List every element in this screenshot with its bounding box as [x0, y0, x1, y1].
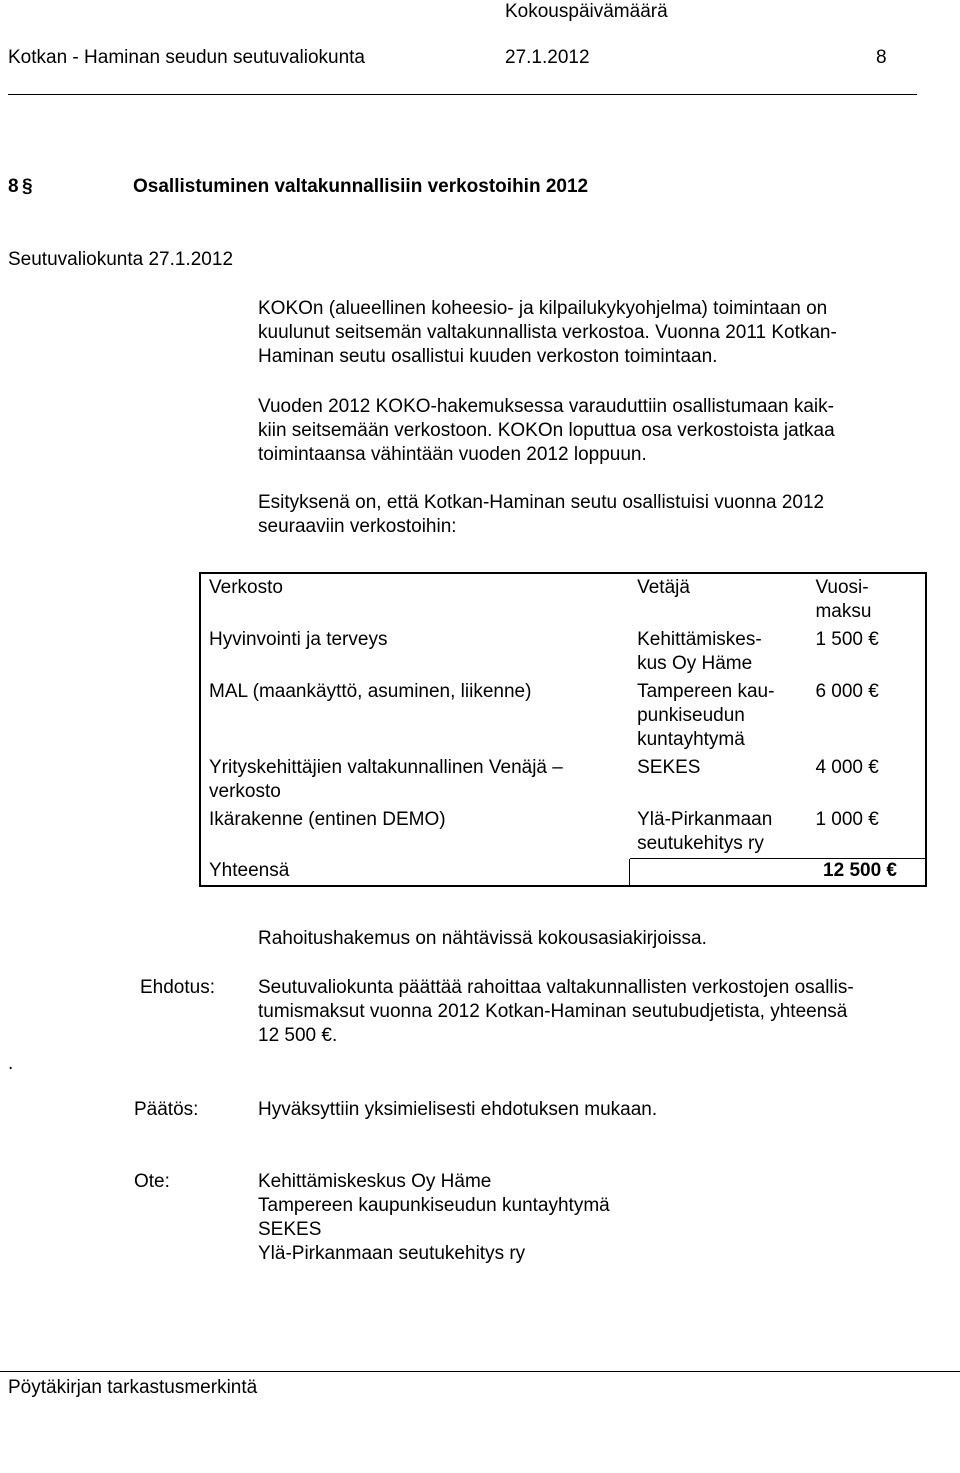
- table-header-fee: Vuosi- maksu: [815, 577, 872, 622]
- table-row: [200, 754, 926, 806]
- excerpt-recipient: Kehittämiskeskus Oy Häme: [258, 1171, 492, 1192]
- paragraph-line: Haminan seutu osallistui kuuden verkoston toimintaan.: [258, 346, 718, 367]
- table-cell-network: Yrityskehittäjien valtakunnallinen Venäjä – verkosto: [209, 757, 563, 802]
- paragraph-line: kuulunut seitsemän valtakunnallista verkostoa. Vuonna 2011 Kotkan-: [258, 322, 837, 343]
- proposal-line: 12 500 €.: [258, 1025, 338, 1046]
- footer-divider: [0, 1371, 960, 1372]
- footer-text: Pöytäkirjan tarkastusmerkintä: [8, 1377, 258, 1398]
- header-date-label: Kokouspäivämäärä: [505, 1, 668, 22]
- table-cell-fee: 1 000 €: [815, 809, 879, 830]
- paragraph-2: [258, 395, 918, 467]
- table-cell-network: Ikärakenne (entinen DEMO): [209, 809, 446, 830]
- table-row: [200, 626, 926, 678]
- header-divider: [8, 94, 917, 95]
- table-cell-leader: Tampereen kau- punkiseudun kuntayhtymä: [637, 681, 775, 750]
- table-cell-leader: Ylä-Pirkanmaan seutukehitys ry: [637, 809, 773, 854]
- header-page-number: 8: [876, 47, 887, 68]
- paragraph-line: toimintaansa vähintään vuoden 2012 loppuun.: [258, 444, 647, 465]
- table-cell-leader: Kehittämiskes- kus Oy Häme: [637, 629, 762, 674]
- table-cell-fee: 4 000 €: [815, 757, 879, 778]
- proposal-line: Seutuvaliokunta päättää rahoittaa valtakunnallisten verkostojen osallis-: [258, 977, 854, 998]
- paragraph-line: KOKOn (alueellinen koheesio- ja kilpailukykyohjelma) toimintaan on: [258, 298, 828, 319]
- paragraph-line: Esityksenä on, että Kotkan-Haminan seutu osallistuisi vuonna 2012: [258, 492, 825, 513]
- proposal-line: tumismaksut vuonna 2012 Kotkan-Haminan seutubudjetista, yhteensä: [258, 1001, 848, 1022]
- paragraph-line: Vuoden 2012 KOKO-hakemuksessa varauduttiin osallistumaan kaik-: [258, 396, 834, 417]
- meeting-reference: Seutuvaliokunta 27.1.2012: [8, 249, 234, 270]
- header-organization: Kotkan - Haminan seudun seutuvaliokunta: [8, 47, 366, 68]
- table-cell-fee: 1 500 €: [815, 629, 879, 650]
- paragraph-3: [258, 491, 918, 539]
- paragraph-line: seuraaviin verkostoihin:: [258, 516, 457, 537]
- proposal-text: [258, 976, 918, 1048]
- table-row: [200, 806, 926, 859]
- proposal-label: Ehdotus:: [140, 977, 215, 998]
- section-sign: §: [22, 176, 33, 197]
- excerpt-label: Ote:: [134, 1171, 170, 1192]
- table-total-value: [629, 859, 926, 887]
- table-header-network: Verkosto: [209, 577, 283, 598]
- decision-text: Hyväksyttiin yksimielisesti ehdotuksen mukaan.: [258, 1099, 658, 1120]
- section-number: 8: [8, 176, 19, 197]
- header-date: 27.1.2012: [505, 47, 590, 68]
- table-total-label: Yhteensä: [200, 859, 629, 887]
- table-cell-network: MAL (maankäyttö, asuminen, liikenne): [209, 681, 532, 702]
- excerpt-recipient: SEKES: [258, 1219, 322, 1240]
- table-header-row: [200, 573, 926, 626]
- paragraph-line: kiin seitsemään verkostoon. KOKOn loputtua osa verkostoista jatkaa: [258, 420, 835, 441]
- excerpt-recipients: [258, 1170, 918, 1266]
- table-cell-fee: 6 000 €: [815, 681, 879, 702]
- table-total-amount: 12 500 €: [823, 860, 897, 881]
- table-total-row: [200, 859, 926, 887]
- section-title: Osallistuminen valtakunnallisiin verkostoihin 2012: [133, 176, 589, 197]
- paragraph-1: [258, 297, 918, 369]
- table-row: [200, 678, 926, 754]
- decision-label: Päätös:: [134, 1099, 199, 1120]
- table-cell-network: Hyvinvointi ja terveys: [209, 629, 388, 650]
- networks-table: [199, 572, 927, 887]
- funding-note: Rahoitushakemus on nähtävissä kokousasiakirjoissa.: [258, 928, 707, 949]
- stray-mark: .: [8, 1053, 14, 1074]
- excerpt-recipient: Ylä-Pirkanmaan seutukehitys ry: [258, 1243, 526, 1264]
- table-cell-leader: SEKES: [637, 757, 701, 778]
- excerpt-recipient: Tampereen kaupunkiseudun kuntayhtymä: [258, 1195, 610, 1216]
- table-header-leader: Vetäjä: [637, 577, 690, 598]
